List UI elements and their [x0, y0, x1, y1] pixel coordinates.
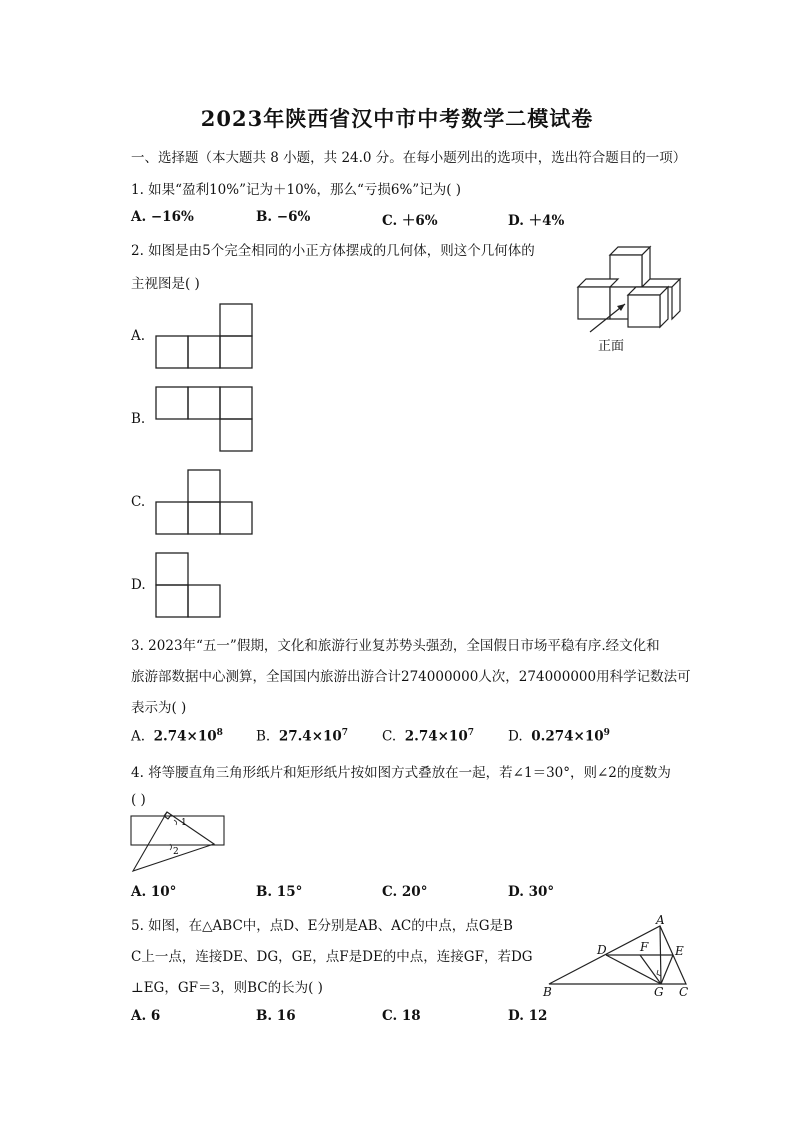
triangle-abc-figure: [540, 914, 695, 1004]
question-3-line3: 表示为( ): [131, 700, 187, 716]
q4-option-d: D. 30°: [508, 884, 555, 900]
q2-option-c-figure: [156, 469, 253, 535]
q3-option-b-exponent: 7: [341, 728, 349, 738]
q5-option-a: A. 6: [131, 1008, 161, 1024]
q2-option-b-figure: [156, 386, 253, 452]
q1-option-b: B. −6%: [256, 209, 311, 225]
point-c-label: C: [679, 985, 689, 999]
q2-option-b-label: B.: [131, 411, 146, 427]
point-g-label: G: [654, 985, 664, 999]
front-label: 正面: [598, 339, 625, 354]
question-5-line1: 5. 如图，在△ABC中，点D、E分别是AB、AC的中点，点G是B: [131, 918, 513, 934]
q4-option-a: A. 10°: [131, 884, 177, 900]
q4-option-c: C. 20°: [382, 884, 428, 900]
point-e-label: E: [675, 944, 684, 958]
question-2-line1: 2. 如图是由5个完全相同的小正方体摆成的几何体，则这个几何体的: [131, 243, 535, 259]
q5-option-c: C. 18: [382, 1008, 421, 1024]
question-3-line1: 3. 2023年“五一”假期，文化和旅游行业复苏势头强劲，全国假日市场平稳有序.经文化和: [131, 638, 660, 654]
question-4-line2: ( ): [131, 792, 146, 808]
angle-1-label: 1: [181, 818, 187, 828]
q3-option-d-label: D.: [508, 728, 523, 745]
q3-option-a-mantissa: 2.74×10: [153, 728, 217, 745]
q3-option-c-mantissa: 2.74×10: [404, 728, 468, 745]
q3-option-b-mantissa: 27.4×10: [278, 728, 342, 745]
cube-solid-figure: [570, 240, 700, 360]
q4-option-b: B. 15°: [256, 884, 303, 900]
q3-option-d-mantissa: 0.274×10: [531, 728, 604, 745]
question-3-line2: 旅游部数据中心测算，全国国内旅游出游合计274000000人次，274000000用科学记数法可: [131, 669, 691, 685]
q3-option-b-label: B.: [256, 728, 271, 745]
q1-option-c: C. ＋6%: [382, 213, 438, 229]
page-title: 2023年陕西省汉中市中考数学二模试卷: [200, 106, 594, 131]
question-2-line2: 主视图是( ): [131, 276, 200, 292]
q5-option-d: D. 12: [508, 1008, 548, 1024]
q3-option-d: [508, 728, 610, 745]
point-d-label: D: [597, 943, 607, 957]
q5-option-b: B. 16: [256, 1008, 296, 1024]
q2-option-a-figure: [156, 303, 253, 369]
section-heading: 一、选择题（本大题共 8 小题，共 24.0 分。在每小题列出的选项中，选出符合题目的一项）: [131, 150, 687, 166]
question-5-line2: C上一点，连接DE、DG，GE，点F是DE的中点，连接GF，若DG: [131, 949, 533, 965]
q3-option-c-label: C.: [382, 728, 397, 745]
q1-option-d: D. ＋4%: [508, 213, 565, 229]
q3-option-b: [256, 728, 348, 745]
q3-option-d-exponent: 9: [603, 728, 610, 738]
q3-option-a-label: A.: [131, 728, 146, 745]
q1-option-a: A. −16%: [131, 209, 194, 225]
q2-option-c-label: C.: [131, 494, 146, 510]
question-4-line1: 4. 将等腰直角三角形纸片和矩形纸片按如图方式叠放在一起，若∠1＝30°，则∠2的度数为: [131, 765, 671, 781]
point-f-label: F: [640, 940, 649, 954]
point-a-label: A: [656, 913, 665, 927]
q2-option-d-label: D.: [131, 577, 146, 593]
angle-2-label: 2: [173, 847, 179, 857]
q2-option-d-figure: [156, 552, 222, 618]
q2-option-a-label: A.: [131, 328, 146, 344]
question-1-text: 1. 如果“盈利10%”记为＋10%，那么“亏损6%”记为( ): [131, 182, 462, 198]
q3-option-a: [131, 728, 223, 745]
triangle-rectangle-figure: [130, 810, 226, 874]
q3-option-c-exponent: 7: [467, 728, 474, 738]
point-b-label: B: [543, 985, 552, 999]
question-5-line3: ⊥EG，GF＝3，则BC的长为( ): [131, 980, 323, 996]
q3-option-a-exponent: 8: [216, 728, 223, 738]
q3-option-c: [382, 728, 474, 745]
